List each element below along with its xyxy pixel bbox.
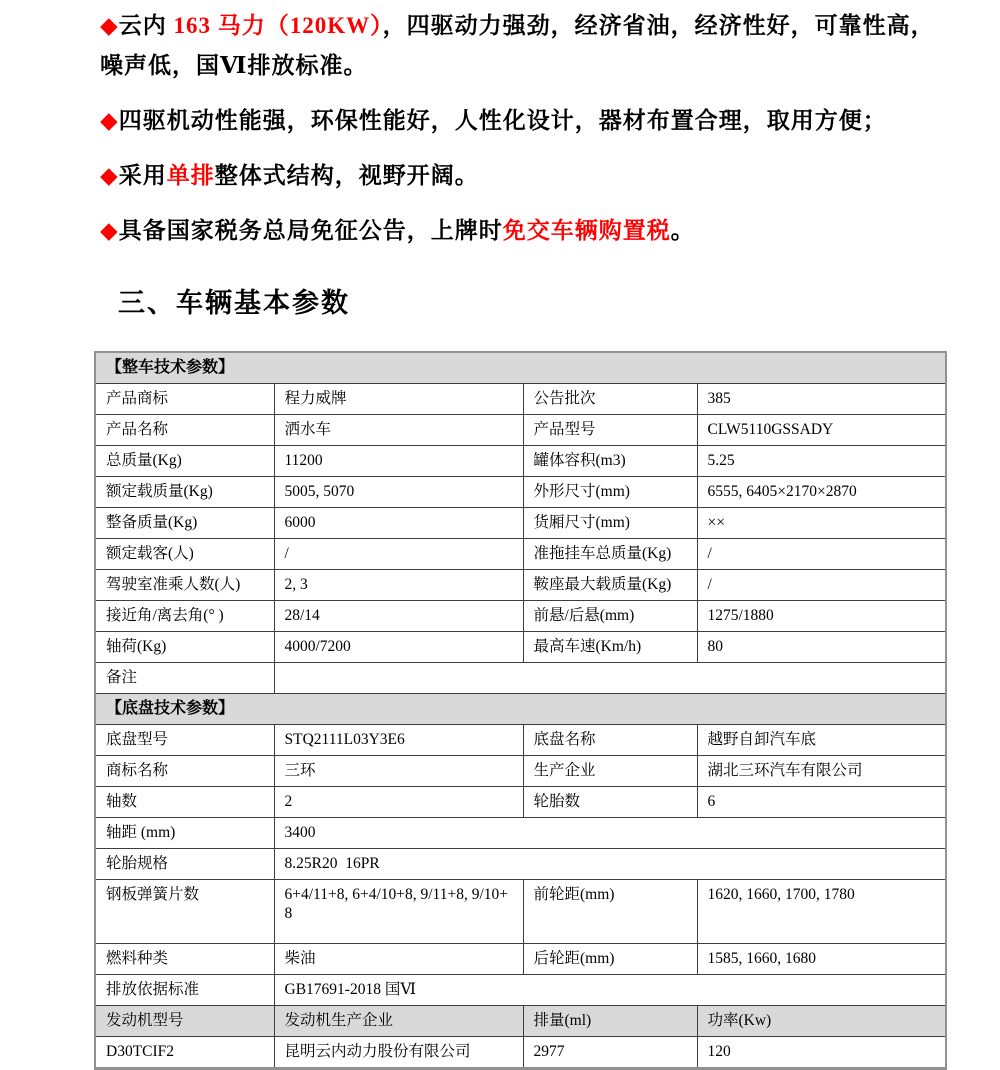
param-label: 生产企业: [523, 756, 697, 787]
param-label: 燃料种类: [95, 944, 274, 975]
param-label: 轴荷(Kg): [95, 632, 274, 663]
param-label: 排放依据标准: [95, 975, 274, 1006]
param-value: 8.25R20 16PR: [274, 849, 946, 880]
feature-list: [0, 0, 1000, 251]
bullet-text: 。: [670, 218, 695, 243]
bullet-text: 云内: [118, 13, 174, 38]
param-value: STQ2111L03Y3E6: [274, 725, 523, 756]
param-value: 洒水车: [274, 415, 523, 446]
table-row-wheelbase: [95, 818, 946, 849]
feature-bullet-mobility: [100, 101, 942, 141]
param-value: ××: [697, 508, 946, 539]
table-row: [95, 415, 946, 446]
param-label: 前轮距(mm): [523, 880, 697, 944]
param-label: 公告批次: [523, 384, 697, 415]
table-row: [95, 508, 946, 539]
bullet-text: ，四驱动力强劲，经济省油，经济性好，可靠性高，噪声低，国Ⅵ排放标准。: [100, 13, 935, 78]
param-value: 1585, 1660, 1680: [697, 944, 946, 975]
table-row: [95, 944, 946, 975]
param-label: 前悬/后悬(mm): [523, 601, 697, 632]
engine-col-header: 功率(Kw): [697, 1006, 946, 1037]
param-value: 6000: [274, 508, 523, 539]
param-label: 货厢尺寸(mm): [523, 508, 697, 539]
bullet-text-highlight: 免交车辆购置税: [502, 218, 671, 243]
table-row: [95, 601, 946, 632]
bullet-text-highlight: 163 马力（120KW）: [173, 13, 383, 38]
param-value: 385: [697, 384, 946, 415]
param-label: 产品名称: [95, 415, 274, 446]
feature-bullet-tax: [100, 211, 942, 251]
param-value: 程力威牌: [274, 384, 523, 415]
param-label: 额定载客(人): [95, 539, 274, 570]
param-label: 底盘名称: [523, 725, 697, 756]
param-value: 11200: [274, 446, 523, 477]
table-row: [95, 725, 946, 756]
param-label: 轴距 (mm): [95, 818, 274, 849]
param-label: 接近角/离去角(° ): [95, 601, 274, 632]
section-header-cell: 【底盘技术参数】: [95, 694, 946, 725]
param-value: GB17691-2018 国Ⅵ: [274, 975, 946, 1006]
param-value: 越野自卸汽车底: [697, 725, 946, 756]
bullet-text: 四驱机动性能强，环保性能好，人性化设计，器材布置合理，取用方便；: [118, 108, 887, 133]
param-label: 产品型号: [523, 415, 697, 446]
param-label: 最高车速(Km/h): [523, 632, 697, 663]
param-label: 备注: [95, 663, 274, 694]
param-label: 驾驶室准乘人数(人): [95, 570, 274, 601]
param-label: 整备质量(Kg): [95, 508, 274, 539]
param-value: 3400: [274, 818, 946, 849]
param-value: 5005, 5070: [274, 477, 523, 508]
param-value: 4000/7200: [274, 632, 523, 663]
param-value: 湖北三环汽车有限公司: [697, 756, 946, 787]
engine-col-header: 发动机生产企业: [274, 1006, 523, 1037]
table-section-header-row: [95, 352, 946, 384]
table-row: [95, 539, 946, 570]
bullet-text: 整体式结构，视野开阔。: [214, 163, 479, 188]
param-label: 鞍座最大载质量(Kg): [523, 570, 697, 601]
engine-col-header: 排量(ml): [523, 1006, 697, 1037]
param-label: 轮胎数: [523, 787, 697, 818]
table-row-tires: [95, 849, 946, 880]
table-row: [95, 632, 946, 663]
param-label: 准拖挂车总质量(Kg): [523, 539, 697, 570]
param-value: 1275/1880: [697, 601, 946, 632]
table-row: [95, 756, 946, 787]
param-value: /: [274, 539, 523, 570]
param-value: 6555, 6405×2170×2870: [697, 477, 946, 508]
diamond-bullet-icon: ◆: [100, 218, 119, 243]
param-label: 轴数: [95, 787, 274, 818]
param-value: [274, 663, 946, 694]
param-label: 钢板弹簧片数: [95, 880, 274, 944]
param-value: 三环: [274, 756, 523, 787]
param-label: 罐体容积(m3): [523, 446, 697, 477]
param-value: 28/14: [274, 601, 523, 632]
param-label: 底盘型号: [95, 725, 274, 756]
table-row: [95, 477, 946, 508]
table-row-springs: [95, 880, 946, 944]
section-header-cell: 【整车技术参数】: [95, 352, 946, 384]
param-value: 120: [697, 1037, 946, 1069]
param-label: 轮胎规格: [95, 849, 274, 880]
param-value: 昆明云内动力股份有限公司: [274, 1037, 523, 1069]
param-label: 总质量(Kg): [95, 446, 274, 477]
feature-bullet-engine: [100, 6, 942, 86]
param-label: 后轮距(mm): [523, 944, 697, 975]
engine-col-header: 发动机型号: [95, 1006, 274, 1037]
table-row-emission: [95, 975, 946, 1006]
bullet-text: 具备国家税务总局免征公告，上牌时: [118, 218, 503, 243]
param-value: 80: [697, 632, 946, 663]
param-value: 6+4/11+8, 6+4/10+8, 9/11+8, 9/10+8: [274, 880, 523, 944]
feature-bullet-cab: [100, 156, 942, 196]
param-value: 2977: [523, 1037, 697, 1069]
table-row: [95, 384, 946, 415]
table-row: [95, 787, 946, 818]
bullet-text: 采用: [118, 163, 167, 188]
param-value: CLW5110GSSADY: [697, 415, 946, 446]
table-row: [95, 446, 946, 477]
param-label: 商标名称: [95, 756, 274, 787]
diamond-bullet-icon: ◆: [100, 13, 119, 38]
param-value: 1620, 1660, 1700, 1780: [697, 880, 946, 944]
vehicle-parameters-table: [94, 351, 947, 1070]
param-value: 2, 3: [274, 570, 523, 601]
param-label: 产品商标: [95, 384, 274, 415]
param-value: /: [697, 570, 946, 601]
param-value: 5.25: [697, 446, 946, 477]
diamond-bullet-icon: ◆: [100, 108, 119, 133]
engine-data-row: [95, 1037, 946, 1069]
param-value: /: [697, 539, 946, 570]
param-label: 外形尺寸(mm): [523, 477, 697, 508]
diamond-bullet-icon: ◆: [100, 163, 119, 188]
param-value: 6: [697, 787, 946, 818]
section-title: 三、车辆基本参数: [118, 288, 350, 318]
param-value: 柴油: [274, 944, 523, 975]
table-row-remarks: [95, 663, 946, 694]
table-row: [95, 570, 946, 601]
table-section-header-row: [95, 694, 946, 725]
engine-header-row: [95, 1006, 946, 1037]
param-value: D30TCIF2: [95, 1037, 274, 1069]
param-label: 额定载质量(Kg): [95, 477, 274, 508]
param-value: 2: [274, 787, 523, 818]
bullet-text-highlight: 单排: [166, 163, 215, 188]
